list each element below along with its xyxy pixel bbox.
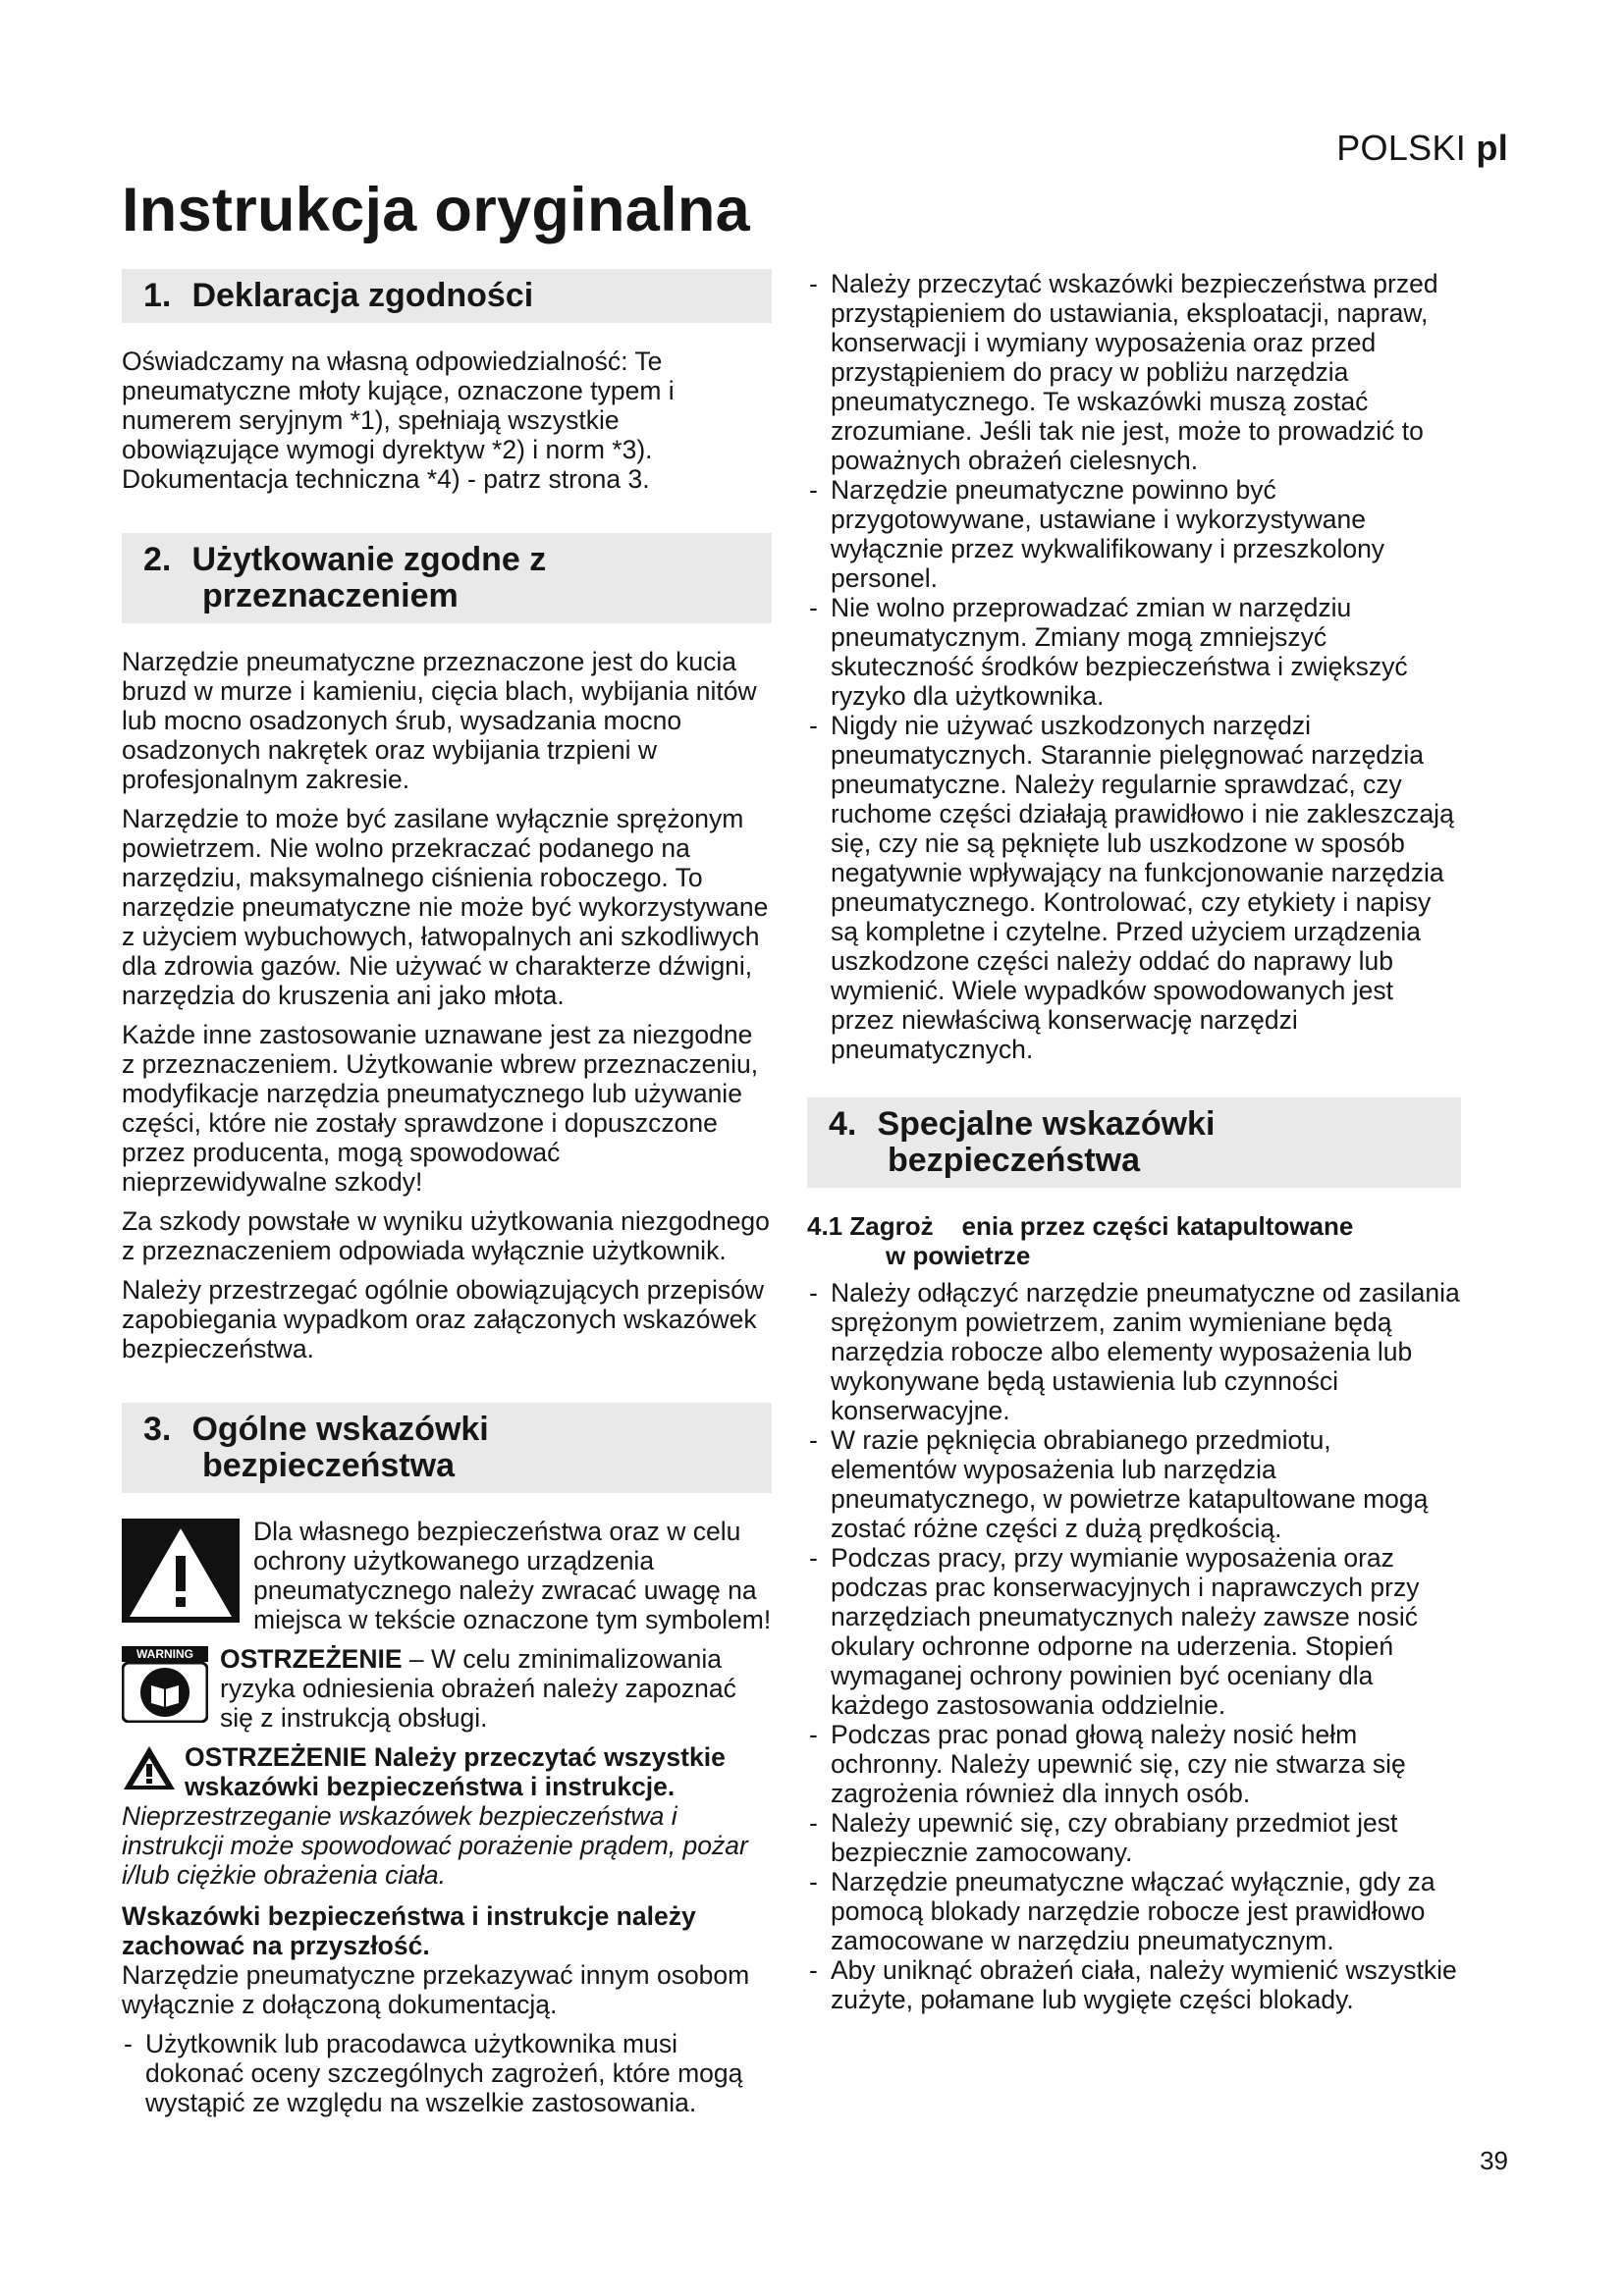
- list-item: - Narzędzie pneumatyczne włączać wyłącznie, gdy za pomocą blokady narzędzie robocze jest prawidłowo zamocowane w narzędziu pneumatycznym.: [807, 1867, 1461, 1955]
- section4-number: 4.: [829, 1105, 857, 1143]
- warning1-bold: OSTRZEŻENIE: [220, 1644, 403, 1674]
- warning-label: WARNING: [122, 1646, 208, 1662]
- list-item: - Należy odłączyć narzędzie pneumatyczne od zasilania sprężonym powietrzem, zanim wymieniane będą narzędzia robocze albo elementy wyposażenia lub wykonywane będą ustawienia lub czynności konserwacyjne.: [807, 1278, 1461, 1425]
- list-item: - Podczas prac ponad głową należy nosić hełm ochronny. Należy upewnić się, czy nie stwarza się zagrożenia również dla innych osób.: [807, 1720, 1461, 1808]
- keep-instructions-text: Narzędzie pneumatyczne przekazywać innym osobom wyłącznie z dołączoną dokumentacją.: [122, 1960, 750, 2019]
- list-item: - Podczas pracy, przy wymianie wyposażenia oraz podczas prac konserwacyjnych i naprawczych przy narzędziach pneumatycznych należy zawsze nosić okulary ochronne odporne na uderzenia. Stopień wymaganej ochrony powinien być oceniany dla każdego zastosowania oddzielnie.: [807, 1543, 1461, 1720]
- section2-paragraph: Każde inne zastosowanie uznawane jest za niezgodne z przeznaczeniem. Użytkowanie wbrew przeznaczeniu, modyfikacje narzędzia pneumatycznego lub używanie części, które nie zostały sprawdzone i dopuszczone przez producenta, mogą spowodować nieprzewidywalne szkody!: [122, 1020, 759, 1197]
- section3-list-left: [122, 2029, 772, 2117]
- section3-title-line1: Ogólne wskazówki: [191, 1411, 489, 1448]
- list-item: - Należy przeczytać wskazówki bezpieczeństwa przed przystąpieniem do ustawiania, eksploatacji, napraw, konserwacji i wymiany wyposażenia oraz przed przystąpieniem do pracy w pobliżu narzędzia pneumatycznego. Te wskazówki muszą zostać zrozumiane. Jeśli tak nie jest, może to prowadzić to poważnych obrażeń cielesnych.: [807, 269, 1461, 475]
- section1-paragraph: Oświadczamy na własną odpowiedzialność: Te pneumatyczne młoty kujące, oznaczone typem i numerem seryjnym *1), spełniają wszystkie obowiązujące wymogi dyrektyw *2) i norm *3). Dokumentacja techniczna *4) - patrz strona 3.: [122, 347, 675, 494]
- language-name: POLSKI: [1336, 128, 1467, 168]
- warning-triangle-small-icon: [122, 1744, 177, 1791]
- right-column: [807, 269, 1461, 2020]
- subsection-title-line2: w powietrze: [886, 1241, 1031, 1270]
- section1-heading: [122, 269, 772, 323]
- section1-title: Deklaracja zgodności: [191, 277, 534, 314]
- keep-instructions-bold: Wskazówki bezpieczeństwa i instrukcje należy zachować na przyszłość.: [122, 1901, 696, 1960]
- section2-paragraph: Należy przestrzegać ogólnie obowiązujących przepisów zapobiegania wypadkom oraz załączonych wskazówek bezpieczeństwa.: [122, 1275, 764, 1363]
- section1-number: 1.: [143, 277, 172, 314]
- section4-list: [807, 1278, 1461, 2014]
- section4-title-line1: Specjalne wskazówki: [877, 1105, 1216, 1143]
- list-item: - Użytkownik lub pracodawca użytkownika musi dokonać oceny szczególnych zagrożeń, które mogą wystąpić ze względu na wszelkie zastosowania.: [122, 2029, 772, 2117]
- manual-book-icon: [122, 1662, 208, 1723]
- list-item: - Należy upewnić się, czy obrabiany przedmiot jest bezpiecznie zamocowany.: [807, 1808, 1461, 1867]
- warning2-italic: Nieprzestrzeganie wskazówek bezpieczeństwa i instrukcji może spowodować porażenie prądem, pożar i/lub ciężkie obrażenia ciała.: [122, 1801, 748, 1890]
- page-title: Instrukcja oryginalna: [122, 176, 750, 244]
- read-all-warning: [122, 1742, 772, 1890]
- section2-paragraph: Narzędzie pneumatyczne przeznaczone jest do kucia bruzd w murze i kamieniu, cięcia blach, wybijania nitów lub mocno osadzonych śrub, wysadzania mocno osadzonych nakrętek oraz wybijania trzpieni w profesjonalnym zakresie.: [122, 647, 757, 794]
- list-item: - Nie wolno przeprowadzać zmian w narzędziu pneumatycznym. Zmiany mogą zmniejszyć skuteczność środków bezpieczeństwa i zwiększyć ryzyko dla użytkownika.: [807, 593, 1461, 711]
- section3-list-right: [807, 269, 1461, 1064]
- section2-title-line2: przeznaczeniem: [202, 577, 459, 614]
- read-manual-warning: [122, 1644, 772, 1733]
- list-item: - Narzędzie pneumatyczne powinno być przygotowywane, ustawiane i wykorzystywane wyłącznie przez wykwalifikowany i przeszkolony personel.: [807, 475, 1461, 593]
- warning1-text: – W celu zminimalizowania ryzyka odniesienia obrażeń należy zapoznać się z instrukcją obsługi.: [220, 1644, 736, 1733]
- language-label: [1336, 128, 1508, 169]
- left-column: [122, 269, 772, 2123]
- section4-title-line2: bezpieczeństwa: [888, 1142, 1140, 1179]
- language-code: pl: [1476, 128, 1508, 168]
- subsection-number: 4.1: [807, 1211, 843, 1241]
- list-item: - Aby uniknąć obrażeń ciała, należy wymienić wszystkie zużyte, połamane lub wygięte części blokady.: [807, 1955, 1461, 2014]
- section3-heading: [122, 1403, 772, 1493]
- list-item: - Nigdy nie używać uszkodzonych narzędzi pneumatycznych. Starannie pielęgnować narzędzia pneumatyczne. Należy regularnie sprawdzać, czy ruchome części działają prawidłowo i nie zakleszczają się, czy nie są pęknięte lub uszkodzone w sposób negatywnie wpływający na funkcjonowanie narzędzia pneumatycznego. Kontrolować, czy etykiety i napisy są kompletne i czytelne. Przed użyciem urządzenia uszkodzone części należy oddać do naprawy lub wymienić. Wiele wypadków spowodowanych jest przez niewłaściwą konserwację narzędzi pneumatycznych.: [807, 711, 1461, 1064]
- section2-paragraph: Narzędzie to może być zasilane wyłącznie sprężonym powietrzem. Nie wolno przekraczać podanego na narzędziu, maksymalnego ciśnienia roboczego. To narzędzie pneumatyczne nie może być wykorzystywane z użyciem wybuchowych, łatwopalnych ani szkodliwych dla zdrowia gazów. Nie używać w charakterze dźwigni, narzędzia do kruszenia ani jako młota.: [122, 804, 769, 1010]
- symbol-note-text: Dla własnego bezpieczeństwa oraz w celu ochrony użytkowanego urządzenia pneumatycznego należy zwracać uwagę na miejsca w tekście oznaczone tym symbolem!: [253, 1517, 772, 1634]
- warning2-bold: OSTRZEŻENIE Należy przeczytać wszystkie wskazówki bezpieczeństwa i instrukcje.: [185, 1742, 726, 1801]
- section2-paragraph: Za szkody powstałe w wyniku użytkowania niezgodnego z przeznaczeniem odpowiada wyłącznie użytkownik.: [122, 1206, 770, 1265]
- subsection-title-line1: Zagroż enia przez części katapultowane: [849, 1211, 1354, 1241]
- section2-number: 2.: [143, 541, 172, 578]
- warning-symbol-note: [122, 1517, 772, 1634]
- section2-heading: [122, 533, 772, 623]
- section4-heading: [807, 1097, 1461, 1188]
- section3-number: 3.: [143, 1411, 172, 1448]
- subsection-4-1-heading: [807, 1211, 1461, 1270]
- page-number: 39: [1480, 2146, 1508, 2175]
- section3-title-line2: bezpieczeństwa: [202, 1447, 455, 1484]
- warning-triangle-icon: [122, 1519, 240, 1623]
- section2-title-line1: Użytkowanie zgodne z: [191, 541, 547, 578]
- read-manual-icon: [122, 1646, 208, 1729]
- list-item: - W razie pęknięcia obrabianego przedmiotu, elementów wyposażenia lub narzędzia pneumatycznego, w powietrze katapultowane mogą zostać różne części z dużą prędkością.: [807, 1425, 1461, 1543]
